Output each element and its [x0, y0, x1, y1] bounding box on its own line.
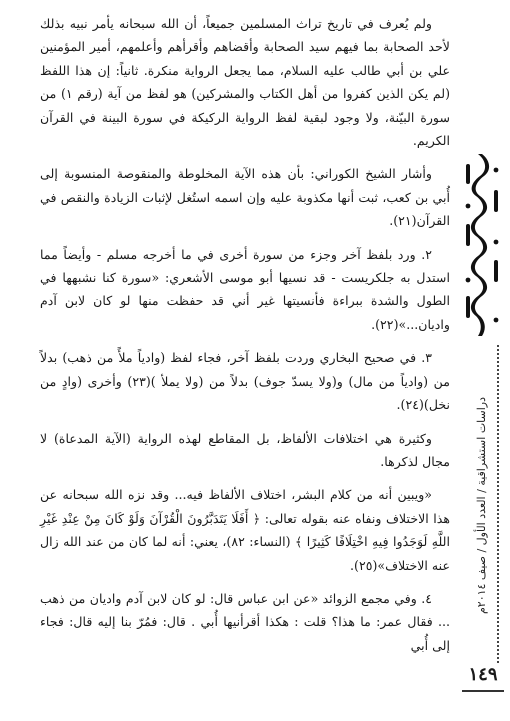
page-number: ١٤٩ — [468, 664, 498, 685]
paragraph-7: ٤. وفي مجمع الزوائد «عن ابن عباس قال: لو كان لابن آدم واديان من ذهب ... فقال عمر: ما هذا؟ قلت : هكذا أقرأنيها أُبي . قال: فمُرّ بنا إليه قال: فجاء إلى أُبي — [40, 590, 450, 653]
article-body — [40, 12, 450, 657]
paragraph-3: ٢. ورد بلفظ آخر وجزء من سورة أخرى في ما أخرجه مسلم - وأيضاً مما استدل به جلكريست - قد نسيها أبو موسى الأشعري: «سورة كنا نشبهها في الطول والشدة ببراءة فأنسيتها غير أني قد حفظت منها لو كان لابن آدم واديان...»(٢٢). — [40, 246, 450, 332]
paragraph-6: «ويبين أنه من كلام البشر، اختلاف الألفاظ فيه... وقد نزه الله سبحانه عن هذا الاختلاف ونفاه عنه بقوله تعالى: ﴿ أَفَلَا يَتَدَبَّرُونَ الْقُرْآنَ وَلَوْ كَانَ مِنْ عِنْدِ غَيْرِ اللَّهِ لَوَجَدُوا فِيهِ اخْتِلَافًا كَثِيرًا ﴾ (النساء: ٨٢)، يعني: أنه لما كان من عند الله زال عنه الاختلاف»(٢٥). — [40, 487, 450, 573]
side-dotted-rule — [497, 345, 499, 663]
journal-logo — [460, 150, 504, 340]
paragraph-4: ٣. في صحيح البخاري وردت بلفظ آخر، فجاء لفظ (وادياً ملأً من ذهب) بدلاً من (وادياً من مال) و(ولا يسدّ جوف) بدلاً من (ولا يملأ )(٢٣) وأخرى (وادٍ من نخل)(٢٤). — [40, 350, 450, 413]
journal-meta-text: دراسات استشراقية / العدد الأول / صيف ٢٠١٤م — [475, 396, 489, 614]
paragraph-1: ولم يُعرف في تاريخ تراث المسلمين جميعاً، أن الله سبحانه يأمر نبيه بذلك لأحد الصحابة بما فيهم سيد الصحابة وأقضاهم وأقرأهم وأعلمهم، أمير المؤمنين علي بن أبي طالب عليه السلام، مما يجعل الرواية منكرة. ثانياً: إن هذا اللفظ (لم يكن الذين كفروا من أهل الكتاب والمشركين) هو لفظ من آية (رقم ١) من سورة البيّنة، ولا وجود لبقية لفظ الرواية الركيكة في سورة البينة في القرآن الكريم. — [40, 16, 451, 149]
paragraph-2: وأشار الشيخ الكوراني: بأن هذه الآية المخلوطة والمنقوصة المنسوبة إلى أُبي بن كعب، ثبت أنها مكذوبة عليه وإن اسمه استُغل لإثبات الزيادة والنقص في القرآن(٢١). — [40, 166, 450, 229]
calligraphy-logo-icon — [460, 150, 504, 340]
journal-meta — [468, 355, 496, 655]
page-number-rule — [462, 690, 504, 692]
paragraph-5: وكثيرة هي اختلافات الألفاظ، بل المقاطع لهذه الرواية (الآية المدعاة) لا مجال لذكرها. — [40, 430, 450, 469]
